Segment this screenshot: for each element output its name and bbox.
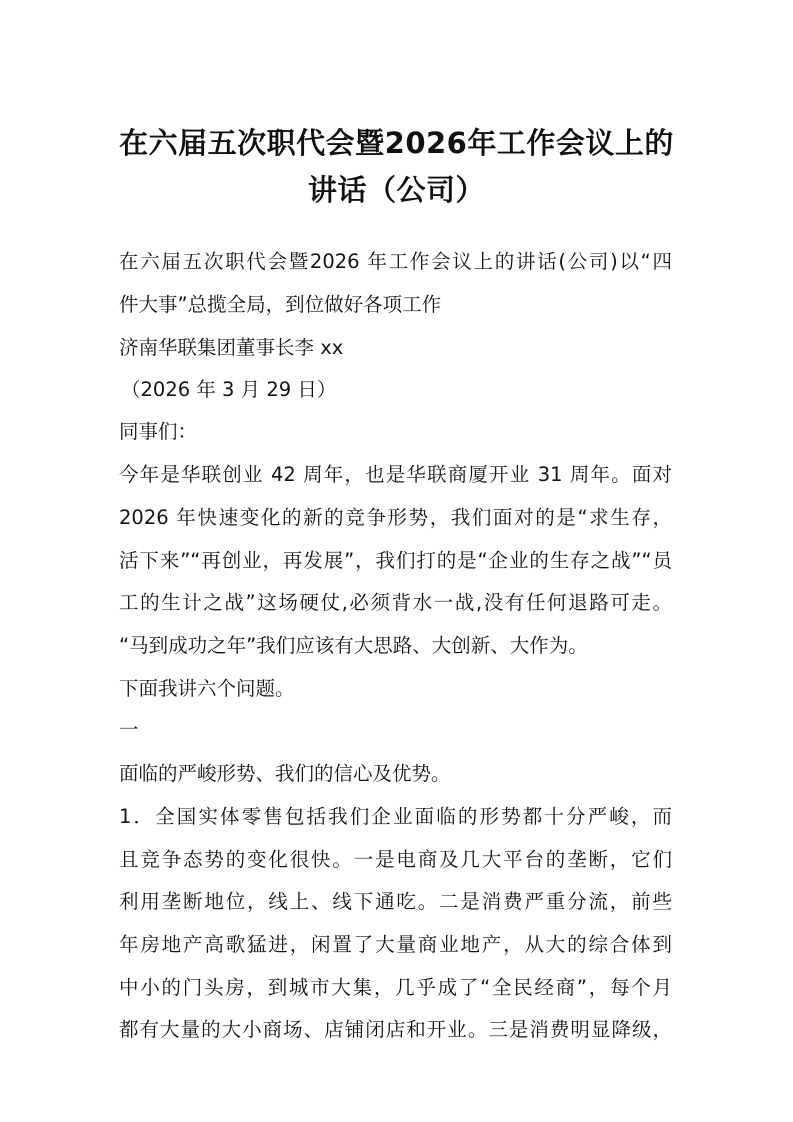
paragraph-line: 2026 年快速变化的新的竞争形势，我们面对的是“求生存， [119, 506, 672, 529]
paragraph-line: 中小的门头房，到城市大集，几乎成了“全民经商”，每个月 [119, 976, 672, 999]
document-title-line-2: 讲话（公司） [307, 173, 485, 207]
subtitle-line-1: 在六届五次职代会暨2026 年工作会议上的讲话(公司)以“四 [119, 250, 672, 273]
paragraph-line: 活下来”“再创业，再发展”，我们打的是“企业的生存之战”“员 [119, 549, 672, 572]
section-heading: 面临的严峻形势、我们的信心及优势。 [119, 762, 451, 785]
paragraph-line: 工的生计之战”这场硬仗,必须背水一战,没有任何退路可走。 [119, 591, 672, 614]
paragraph-line: 且竞争态势的变化很快。一是电商及几大平台的垄断，它们 [119, 848, 672, 871]
date-line: （2026 年 3 月 29 日） [121, 378, 337, 401]
paragraph-line: 1．全国实体零售包括我们企业面临的形势都十分严峻，而 [119, 805, 672, 828]
paragraph-line: 利用垄断地位，线上、线下通吃。二是消费严重分流，前些 [119, 890, 672, 913]
paragraph-line: 下面我讲六个问题。 [119, 677, 295, 700]
section-number: 一 [119, 718, 139, 741]
subtitle-line-2: 件大事”总揽全局，到位做好各项工作 [119, 293, 442, 316]
salutation: 同事们： [119, 420, 198, 443]
paragraph-line: 今年是华联创业 42 周年，也是华联商厦开业 31 周年。面对 [119, 463, 672, 486]
document-title-line-1: 在六届五次职代会暨2026年工作会议上的 [119, 126, 674, 160]
paragraph-line: “马到成功之年”我们应该有大思路、大创新、大作为。 [119, 634, 588, 657]
paragraph-line: 都有大量的大小商场、店铺闭店和开业。三是消费明显降级， [119, 1018, 672, 1041]
speaker-line: 济南华联集团董事长李 xx [119, 336, 344, 359]
paragraph-line: 年房地产高歌猛进，闲置了大量商业地产，从大的综合体到 [119, 933, 672, 956]
